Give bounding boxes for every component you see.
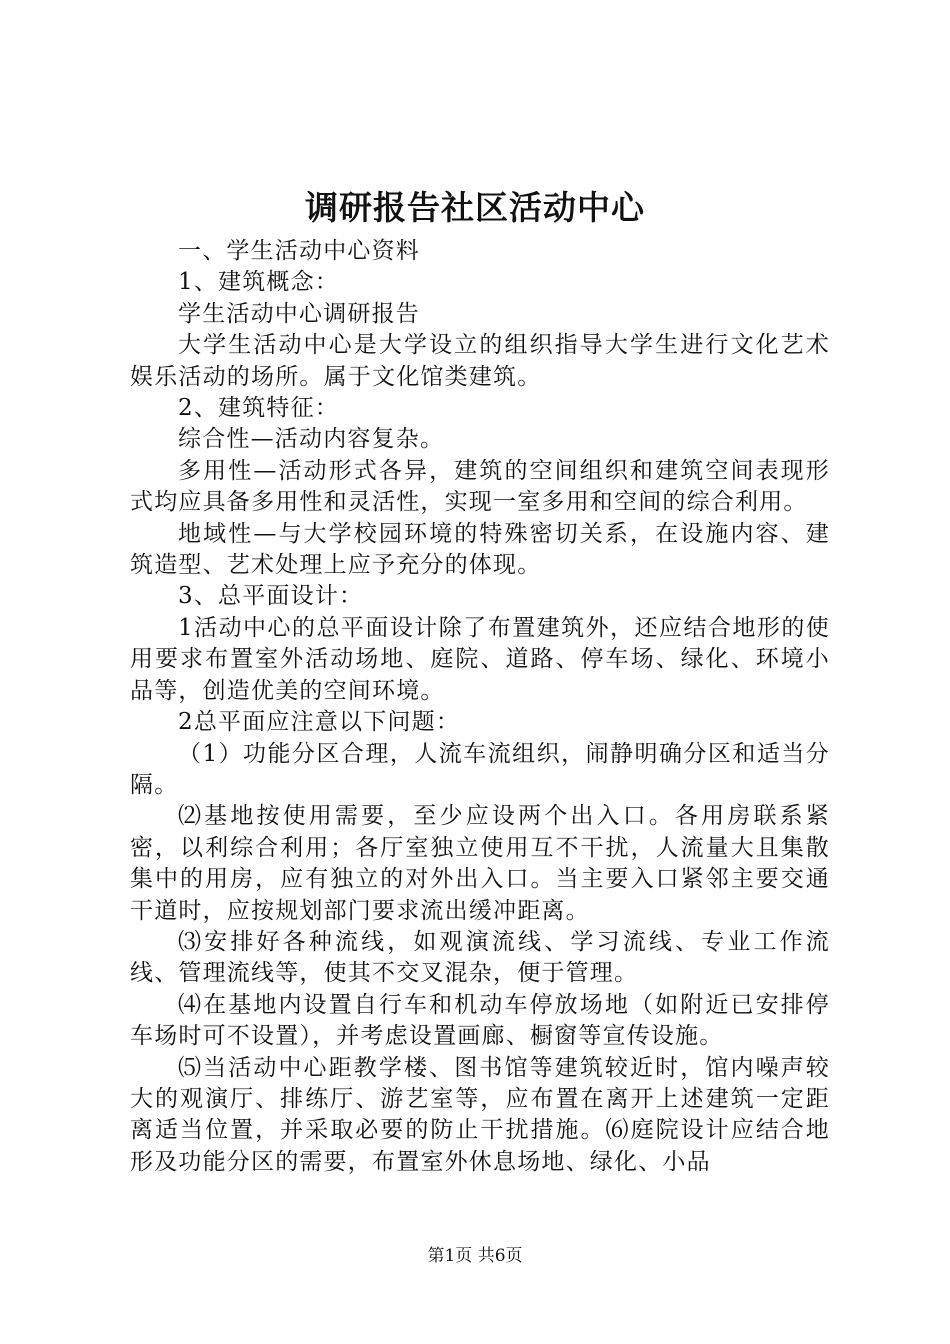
paragraph: 多用性—活动形式各异，建筑的空间组织和建筑空间表现形式均应具备多用性和灵活性，实现一室多用和空间的综合利用。 [130, 457, 830, 516]
paragraph: （1）功能分区合理，人流车流组织，闹静明确分区和适当分隔。 [130, 740, 830, 798]
paragraph: 地域性—与大学校园环境的特殊密切关系，在设施内容、建筑造型、艺术处理上应予充分的体现。 [130, 520, 830, 579]
document-title: 调研报告社区活动中心 [305, 188, 645, 227]
paragraph: 3、总平面设计： [178, 583, 364, 610]
paragraph: ⑶安排好各种流线，如观演流线、学习流线、专业工作流线、管理流线等，使其不交叉混杂，便于管理。 [130, 928, 830, 987]
paragraph: ⑷在基地内设置自行车和机动车停放场地（如附近已安排停车场时可不设置），并考虑设置画廊、橱窗等宣传设施。 [130, 991, 830, 1050]
paragraph: 1、建筑概念： [178, 269, 340, 296]
paragraph: 1活动中心的总平面设计除了布置建筑外，还应结合地形的使用要求布置室外活动场地、庭院、道路、停车场、绿化、环境小品等，创造优美的空间环境。 [130, 614, 830, 704]
paragraph: ⑵基地按使用需要，至少应设两个出入口。各用房联系紧密，以利综合利用；各厅室独立使用互不干扰，人流量大且集散集中的用房，应有独立的对外出入口。当主要入口紧邻主要交通干道时，应按规划部门要求流出缓冲距离。 [130, 803, 830, 924]
paragraph: 学生活动中心调研报告 [178, 300, 420, 327]
page-footer: 第1页 共6页 [427, 1246, 523, 1266]
paragraph: 大学生活动中心是大学设立的组织指导大学生进行文化艺术娱乐活动的场所。属于文化馆类建筑。 [130, 332, 830, 390]
paragraph: 综合性—活动内容复杂。 [178, 426, 445, 453]
document-body [130, 236, 830, 1178]
paragraph: 一、学生活动中心资料 [178, 238, 420, 264]
paragraph: 2总平面应注意以下问题： [178, 709, 461, 736]
paragraph: 2、建筑特征： [178, 395, 340, 422]
paragraph: ⑸当活动中心距教学楼、图书馆等建筑较近时，馆内噪声较大的观演厅、排练厅、游艺室等，应布置在离开上述建筑一定距离适当位置，并采取必要的防止干扰措施。⑹庭院设计应结合地形及功能分区的需要，布置室外休息场地、绿化、小品 [130, 1054, 830, 1175]
